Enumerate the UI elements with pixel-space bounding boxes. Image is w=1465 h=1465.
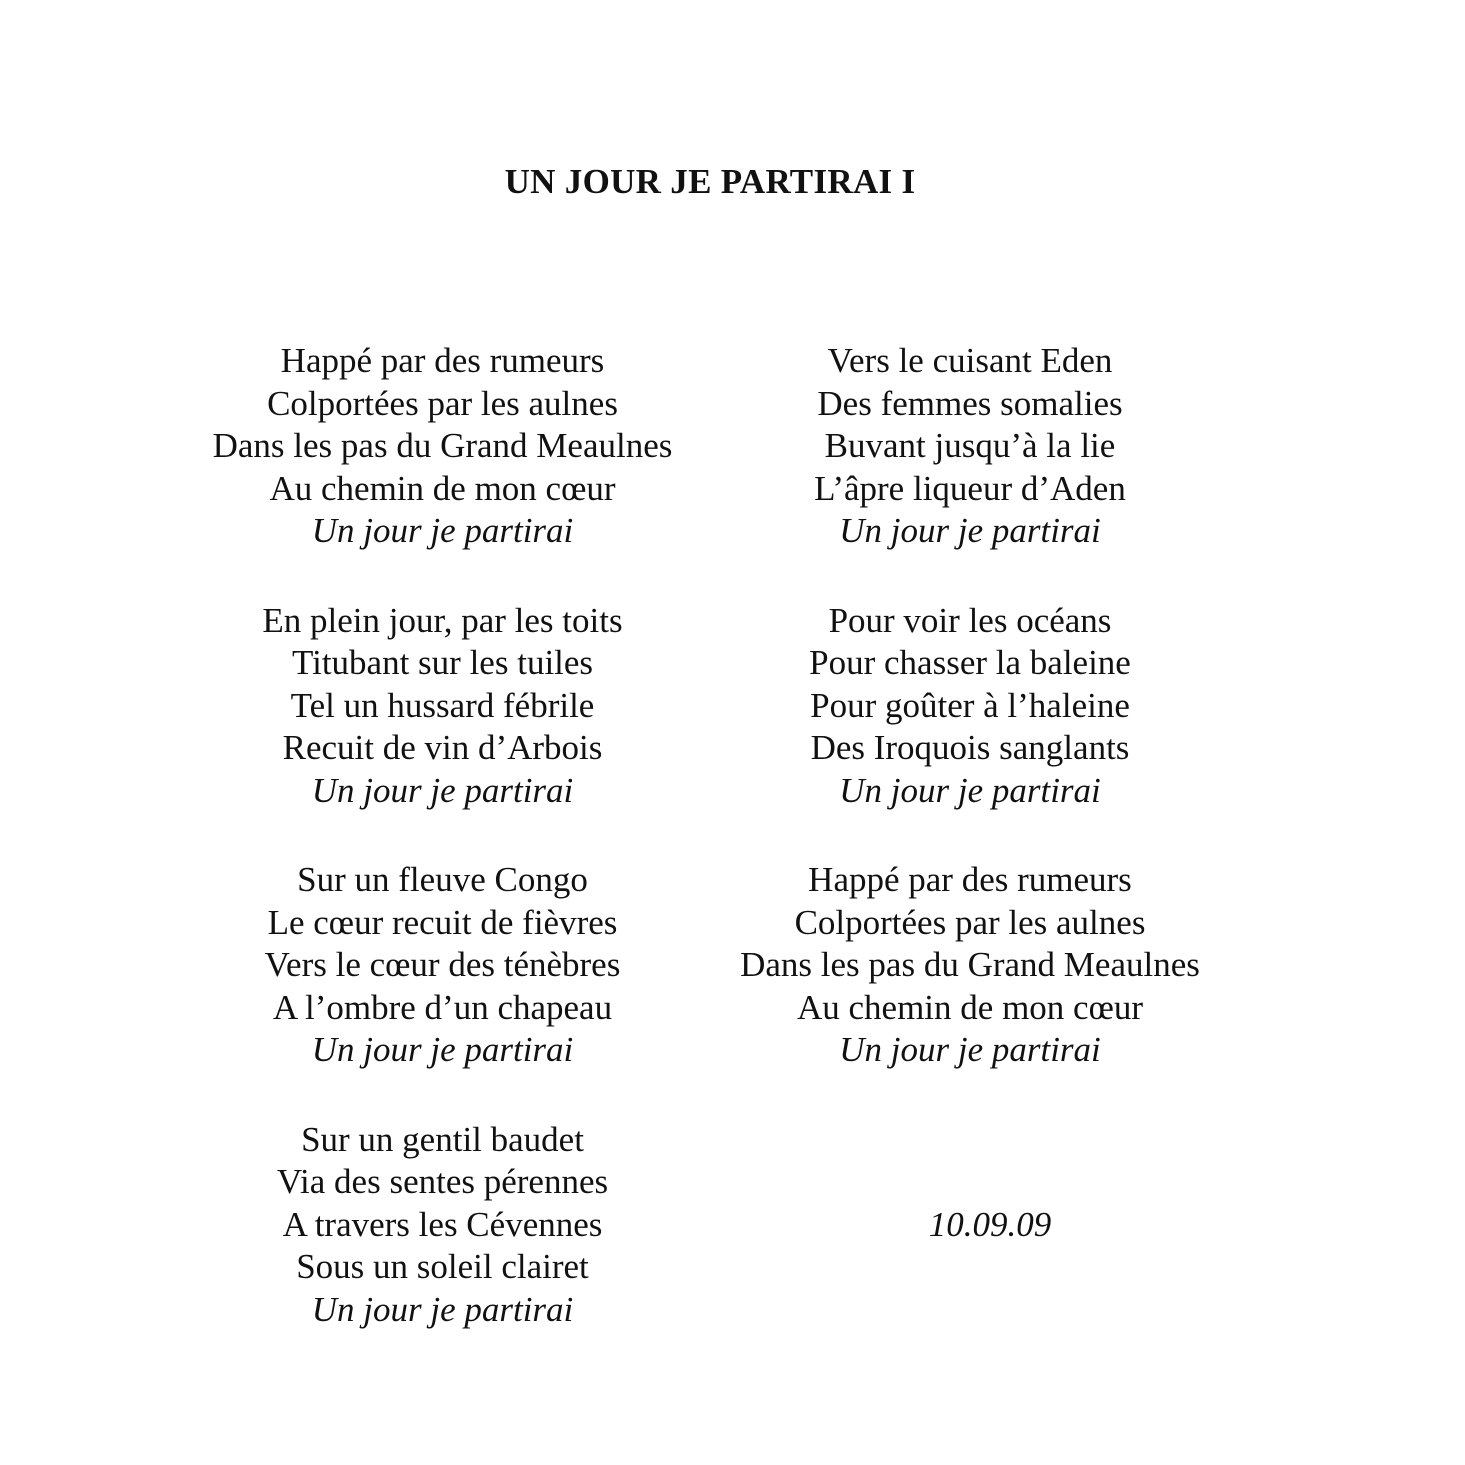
verse-line: A travers les Cévennes <box>282 1204 603 1244</box>
refrain-line: Un jour je partirai <box>311 511 574 550</box>
verse-line: Sous un soleil clairet <box>296 1247 589 1286</box>
verse-line: Colportées par les aulnes <box>267 383 618 423</box>
stanza <box>175 340 710 553</box>
verse-line: Des femmes somalies <box>817 383 1123 423</box>
stanza <box>175 1119 710 1332</box>
stanza <box>700 340 1240 553</box>
verse-line: Dans les pas du Grand Meaulnes <box>212 426 673 465</box>
refrain-line: Un jour je partirai <box>839 770 1101 810</box>
refrain-line: Un jour je partirai <box>311 770 574 810</box>
verse-line: Le cœur recuit de fièvres <box>267 902 618 942</box>
refrain-line: Un jour je partirai <box>311 1030 574 1069</box>
verse-line: Vers le cœur des ténèbres <box>264 945 621 984</box>
verse-line: Buvant jusqu’à la lie <box>824 426 1116 465</box>
refrain-line: Un jour je partirai <box>839 511 1101 550</box>
verse-line: Pour chasser la baleine <box>809 643 1131 682</box>
refrain-line: Un jour je partirai <box>839 1030 1101 1069</box>
verse-line: Recuit de vin d’Arbois <box>282 728 603 767</box>
verse-line: Pour voir les océans <box>828 600 1112 640</box>
verse-line: Dans les pas du Grand Meaulnes <box>740 945 1200 984</box>
verse-line: Sur un fleuve Congo <box>297 860 588 899</box>
left-column <box>175 340 710 1378</box>
verse-line: Au chemin de mon cœur <box>796 987 1144 1027</box>
verse-line: Des Iroquois sanglants <box>810 728 1130 767</box>
poem-date: 10.09.09 <box>928 1204 1052 1244</box>
verse-line: Titubant sur les tuiles <box>291 643 594 682</box>
verse-line: Via des sentes pérennes <box>276 1162 609 1201</box>
stanza <box>700 859 1240 1072</box>
verse-line: Sur un gentil baudet <box>301 1119 584 1159</box>
verse-line: Happé par des rumeurs <box>808 860 1132 899</box>
verse-line: L’âpre liqueur d’Aden <box>814 468 1126 508</box>
refrain-line: Un jour je partirai <box>311 1289 574 1329</box>
poem-title: UN JOUR JE PARTIRAI I <box>504 162 916 201</box>
verse-line: Happé par des rumeurs <box>280 341 605 380</box>
stanza <box>175 859 710 1072</box>
verse-line: Au chemin de mon cœur <box>269 468 616 508</box>
verse-line: A l’ombre d’un chapeau <box>272 987 613 1027</box>
verse-line: Pour goûter à l’haleine <box>810 685 1130 725</box>
verse-line: Tel un hussard fébrile <box>290 685 595 725</box>
stanza <box>700 600 1240 813</box>
verse-line: En plein jour, par les toits <box>262 600 623 640</box>
verse-line: Vers le cuisant Eden <box>827 341 1113 380</box>
stanza <box>175 600 710 813</box>
verse-line: Colportées par les aulnes <box>794 902 1146 942</box>
right-column <box>700 340 1240 1246</box>
